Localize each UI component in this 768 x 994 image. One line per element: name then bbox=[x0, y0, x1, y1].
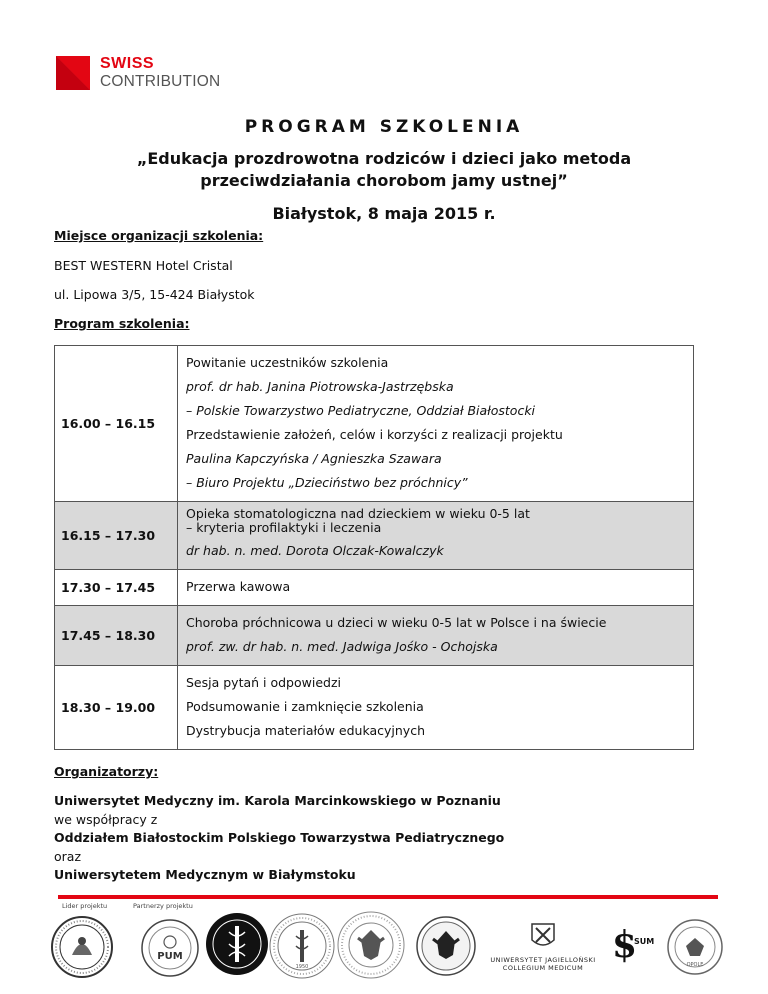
opole-text: OPOLE bbox=[686, 962, 704, 968]
schedule-line: Podsumowanie i zamknięcie szkolenia bbox=[186, 699, 424, 714]
opole-seal-icon bbox=[666, 918, 724, 980]
program-label: Program szkolenia: bbox=[54, 316, 190, 331]
schedule-line: Opieka stomatologiczna nad dzieckiem w wieku 0-5 lat bbox=[186, 506, 530, 521]
schedule-description bbox=[178, 502, 694, 570]
swiss-contribution-logo bbox=[56, 56, 256, 96]
schedule-row bbox=[55, 570, 694, 606]
uj-line-2: COLLEGIUM MEDICUM bbox=[502, 964, 584, 972]
sum-logo-icon: $ SUM bbox=[612, 924, 655, 966]
pum-logo-icon bbox=[140, 918, 200, 982]
speaker-affiliation: – Polskie Towarzystwo Pediatryczne, Oddział Białostocki bbox=[186, 403, 536, 418]
subtitle-line-2: przeciwdziałania chorobom jamy ustnej” bbox=[200, 171, 568, 190]
lead-label: Lider projektu bbox=[62, 902, 108, 910]
uj-crest-icon bbox=[478, 920, 608, 952]
swiss-logo-mark-icon bbox=[56, 56, 90, 90]
poznan-university-seal-icon bbox=[50, 915, 114, 983]
pum-text: PUM bbox=[157, 951, 183, 962]
schedule-description bbox=[178, 666, 694, 750]
schedule-description bbox=[178, 570, 694, 606]
uj-cm-logo bbox=[478, 920, 608, 972]
organizer-conjunction: oraz bbox=[54, 848, 82, 864]
speaker-line: prof. zw. dr hab. n. med. Jadwiga Jośko - Ochojska bbox=[186, 639, 498, 654]
eagle-seal-icon-2 bbox=[415, 915, 477, 981]
schedule-row bbox=[55, 606, 694, 666]
organizer-lead: Uniwersytet Medyczny im. Karola Marcinkowskiego w Poznaniu bbox=[54, 793, 501, 808]
schedule-row bbox=[55, 666, 694, 750]
organizer-partner: Oddziałem Białostockim Polskiego Towarzystwa Pediatrycznego bbox=[54, 830, 505, 845]
schedule-time: 16.00 – 16.15 bbox=[55, 346, 178, 502]
schedule-line: Choroba próchnicowa u dzieci w wieku 0-5 lat w Polsce i na świecie bbox=[186, 615, 607, 630]
logo-swiss-text: SWISS bbox=[100, 55, 155, 72]
logo-contribution-text: CONTRIBUTION bbox=[100, 73, 221, 90]
organizers-block bbox=[54, 792, 504, 885]
schedule-row bbox=[55, 346, 694, 502]
schedule-line: Dystrybucja materiałów edukacyjnych bbox=[186, 723, 425, 738]
speaker-line: dr hab. n. med. Dorota Olczak-Kowalczyk bbox=[186, 543, 444, 558]
umb-seal-icon bbox=[268, 912, 336, 984]
venue-address: ul. Lipowa 3/5, 15-424 Białystok bbox=[54, 287, 255, 302]
schedule-line: Przerwa kawowa bbox=[186, 579, 291, 594]
venue-label: Miejsce organizacji szkolenia: bbox=[54, 228, 264, 243]
schedule-row bbox=[55, 502, 694, 570]
medical-university-seal-icon bbox=[205, 912, 269, 980]
schedule-time: 18.30 – 19.00 bbox=[55, 666, 178, 750]
speaker-affiliation: – Biuro Projektu „Dzieciństwo bez próchnicy” bbox=[186, 475, 468, 490]
schedule-time: 17.30 – 17.45 bbox=[55, 570, 178, 606]
organizers-label: Organizatorzy: bbox=[54, 764, 159, 779]
partners-label: Partnerzy projektu bbox=[133, 902, 193, 910]
speaker-line: Paulina Kapczyńska / Agnieszka Szawara bbox=[186, 451, 442, 466]
speaker-line: prof. dr hab. Janina Piotrowska-Jastrzębska bbox=[186, 379, 454, 394]
schedule-description bbox=[178, 346, 694, 502]
schedule-time: 17.45 – 18.30 bbox=[55, 606, 178, 666]
schedule-line: – kryteria profilaktyki i leczenia bbox=[186, 520, 382, 535]
umb-year: 1950 bbox=[295, 964, 309, 970]
subtitle-line-1: „Edukacja prozdrowotna rodziców i dzieci jako metoda bbox=[136, 149, 632, 168]
organizer-conjunction: we współpracy z bbox=[54, 811, 158, 827]
schedule-line: Sesja pytań i odpowiedzi bbox=[186, 675, 341, 690]
schedule-table bbox=[54, 345, 694, 750]
organizer-partner: Uniwersytetem Medycznym w Białymstoku bbox=[54, 867, 356, 882]
sum-text: SUM bbox=[634, 937, 655, 946]
schedule-description bbox=[178, 606, 694, 666]
eagle-seal-icon bbox=[336, 910, 406, 984]
schedule-line: Powitanie uczestników szkolenia bbox=[186, 355, 389, 370]
schedule-line: Przedstawienie założeń, celów i korzyści z realizacji projektu bbox=[186, 427, 563, 442]
place-date: Białystok, 8 maja 2015 r. bbox=[272, 204, 496, 223]
schedule-time: 16.15 – 17.30 bbox=[55, 502, 178, 570]
venue-name: BEST WESTERN Hotel Cristal bbox=[54, 258, 233, 273]
training-subtitle bbox=[0, 148, 768, 192]
footer-divider bbox=[58, 895, 718, 899]
page-title: PROGRAM SZKOLENIA bbox=[244, 117, 524, 137]
uj-line-1: UNIWERSYTET JAGIELLOŃSKI bbox=[490, 956, 596, 964]
